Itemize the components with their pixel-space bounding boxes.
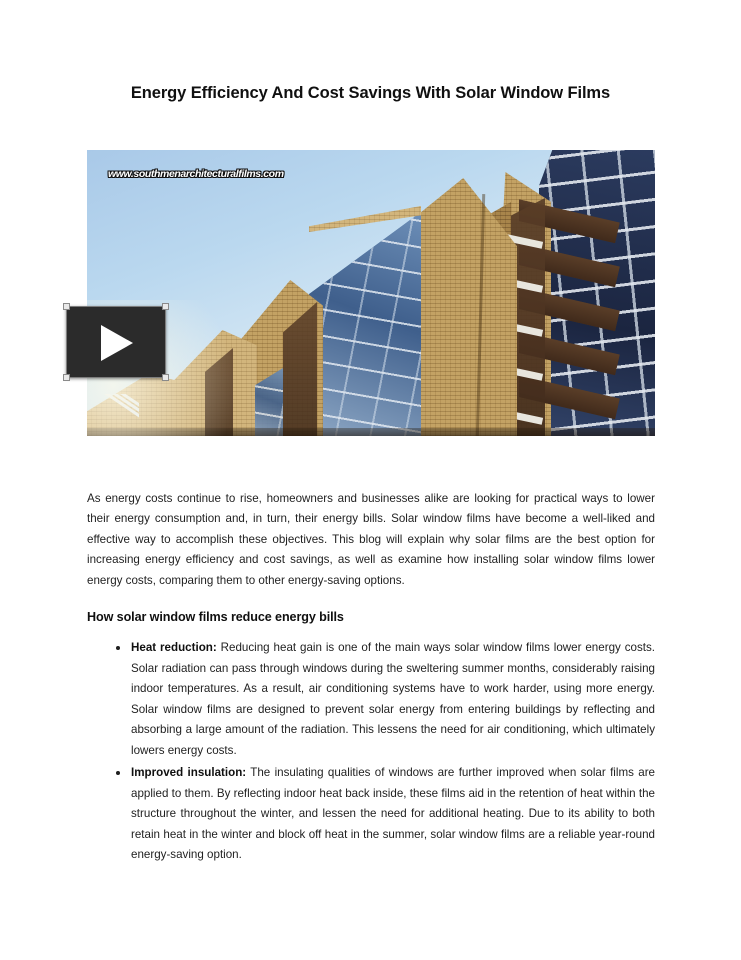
- intro-paragraph: As energy costs continue to rise, homeowners and businesses alike are looking for practical ways to lower their energy consumption and, in turn, their energy bills. Solar window films have become a well-liked and effective way to accomplish these objectives. This blog will explain why solar films are the best option for increasing energy efficiency and cost savings, as well as examine how installing solar window films lower energy costs, comparing them to other energy-saving options.: [87, 491, 655, 587]
- benefits-list: [87, 638, 655, 868]
- video-thumbnail[interactable]: [87, 150, 655, 436]
- resize-handle-bottom-right[interactable]: [162, 374, 169, 381]
- list-item-text: Reducing heat gain is one of the main ways solar window films lower energy costs. Solar radiation can pass through windows during the sweltering summer months, considerably raising indoor temperatures. As a result, air conditioning systems have to work harder, using more energy. Solar window films are designed to prevent solar energy from entering buildings by reflecting and absorbing a large amount of the radiation. This lessens the need for air conditioning, which ultimately lowers energy costs.: [131, 641, 656, 757]
- resize-handle-bottom-left[interactable]: [63, 374, 70, 381]
- section-heading: How solar window films reduce energy bills: [87, 610, 344, 625]
- list-item: [87, 763, 655, 866]
- play-button-frame[interactable]: [66, 306, 166, 378]
- page-title: Energy Efficiency And Cost Savings With Solar Window Films: [130, 84, 611, 102]
- watermark-text: www.southmenarchitecturalfilms.com: [108, 168, 284, 180]
- building-photo: [87, 150, 655, 436]
- list-item: [87, 638, 655, 761]
- list-item-lead: Heat reduction:: [131, 641, 217, 654]
- list-item-lead: Improved insulation:: [131, 766, 247, 779]
- play-triangle-icon: [101, 325, 133, 361]
- resize-handle-top-left[interactable]: [63, 303, 70, 310]
- bullet-dot-icon: [116, 646, 120, 650]
- play-button[interactable]: [66, 306, 166, 378]
- resize-handle-top-right[interactable]: [162, 303, 169, 310]
- bullet-dot-icon: [116, 771, 120, 775]
- list-item-text: The insulating qualities of windows are further improved when solar films are applied to them. By reflecting indoor heat back inside, these films aid in the retention of heat within the structure throughout the winter, and lessen the need for additional heating. Due to its ability to both retain heat in the winter and block off heat in the summer, solar window films are a reliable year-round energy-saving option.: [131, 766, 656, 861]
